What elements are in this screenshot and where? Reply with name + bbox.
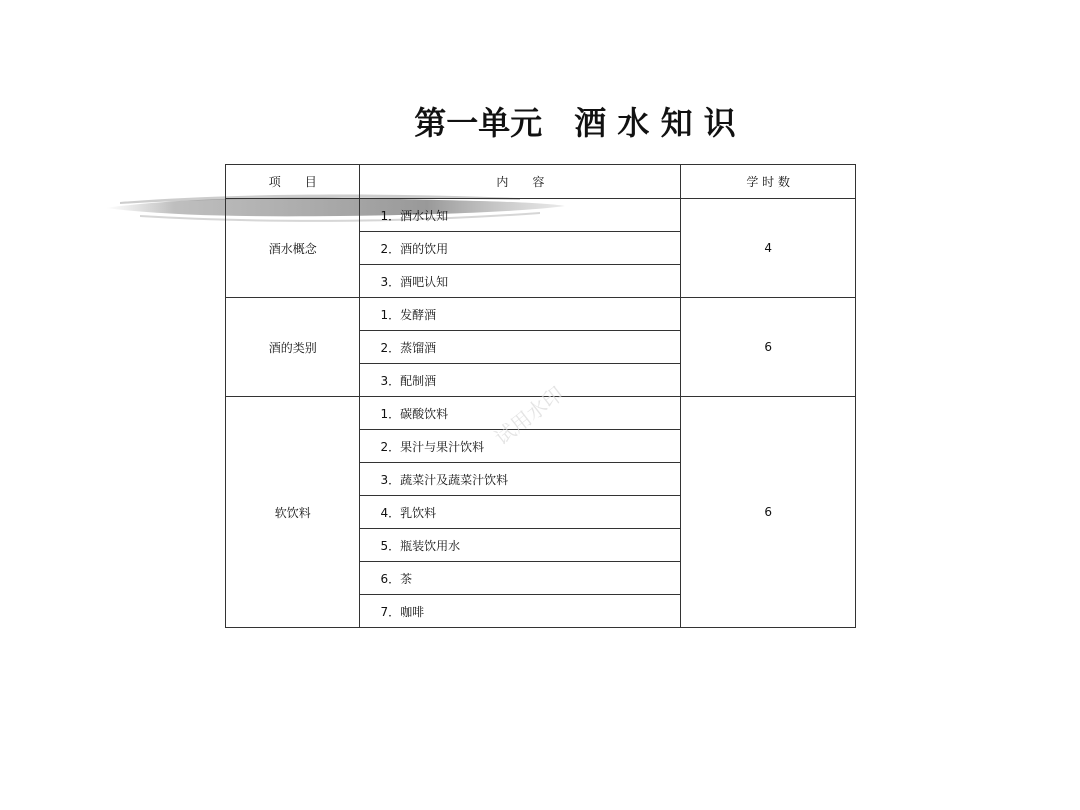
watermark-text: 试用水印: [490, 381, 568, 450]
content-cell: 6．茶: [360, 562, 681, 595]
content-cell: 5．瓶装饮用水: [360, 529, 681, 562]
content-cell: 3．酒吧认知: [360, 265, 681, 298]
content-cell: 1．碳酸饮料: [360, 397, 681, 430]
group-item-cell: 酒的类别: [226, 298, 360, 397]
header-item: 项 目: [226, 165, 360, 199]
group-item-cell: 软饮料: [226, 397, 360, 628]
hours-cell: 6: [681, 298, 856, 397]
table-header-row: [226, 165, 856, 199]
content-cell: 7．咖啡: [360, 595, 681, 628]
content-cell: 2．蒸馏酒: [360, 331, 681, 364]
content-cell: 2．酒的饮用: [360, 232, 681, 265]
page-title: 第一单元 酒 水 知 识: [414, 104, 736, 142]
hours-cell: 6: [681, 397, 856, 628]
header-hours: 学 时 数: [681, 165, 856, 199]
table-row: [226, 199, 856, 232]
content-cell: 3．配制酒: [360, 364, 681, 397]
content-cell: 4．乳饮料: [360, 496, 681, 529]
group-item-cell: 酒水概念: [226, 199, 360, 298]
content-cell: 1．酒水认知: [360, 199, 681, 232]
header-content: 内 容: [360, 165, 681, 199]
content-cell: 2．果汁与果汁饮料: [360, 430, 681, 463]
content-cell: 1．发酵酒: [360, 298, 681, 331]
hours-cell: 4: [681, 199, 856, 298]
content-cell: 3．蔬菜汁及蔬菜汁饮料: [360, 463, 681, 496]
table-row: [226, 298, 856, 331]
